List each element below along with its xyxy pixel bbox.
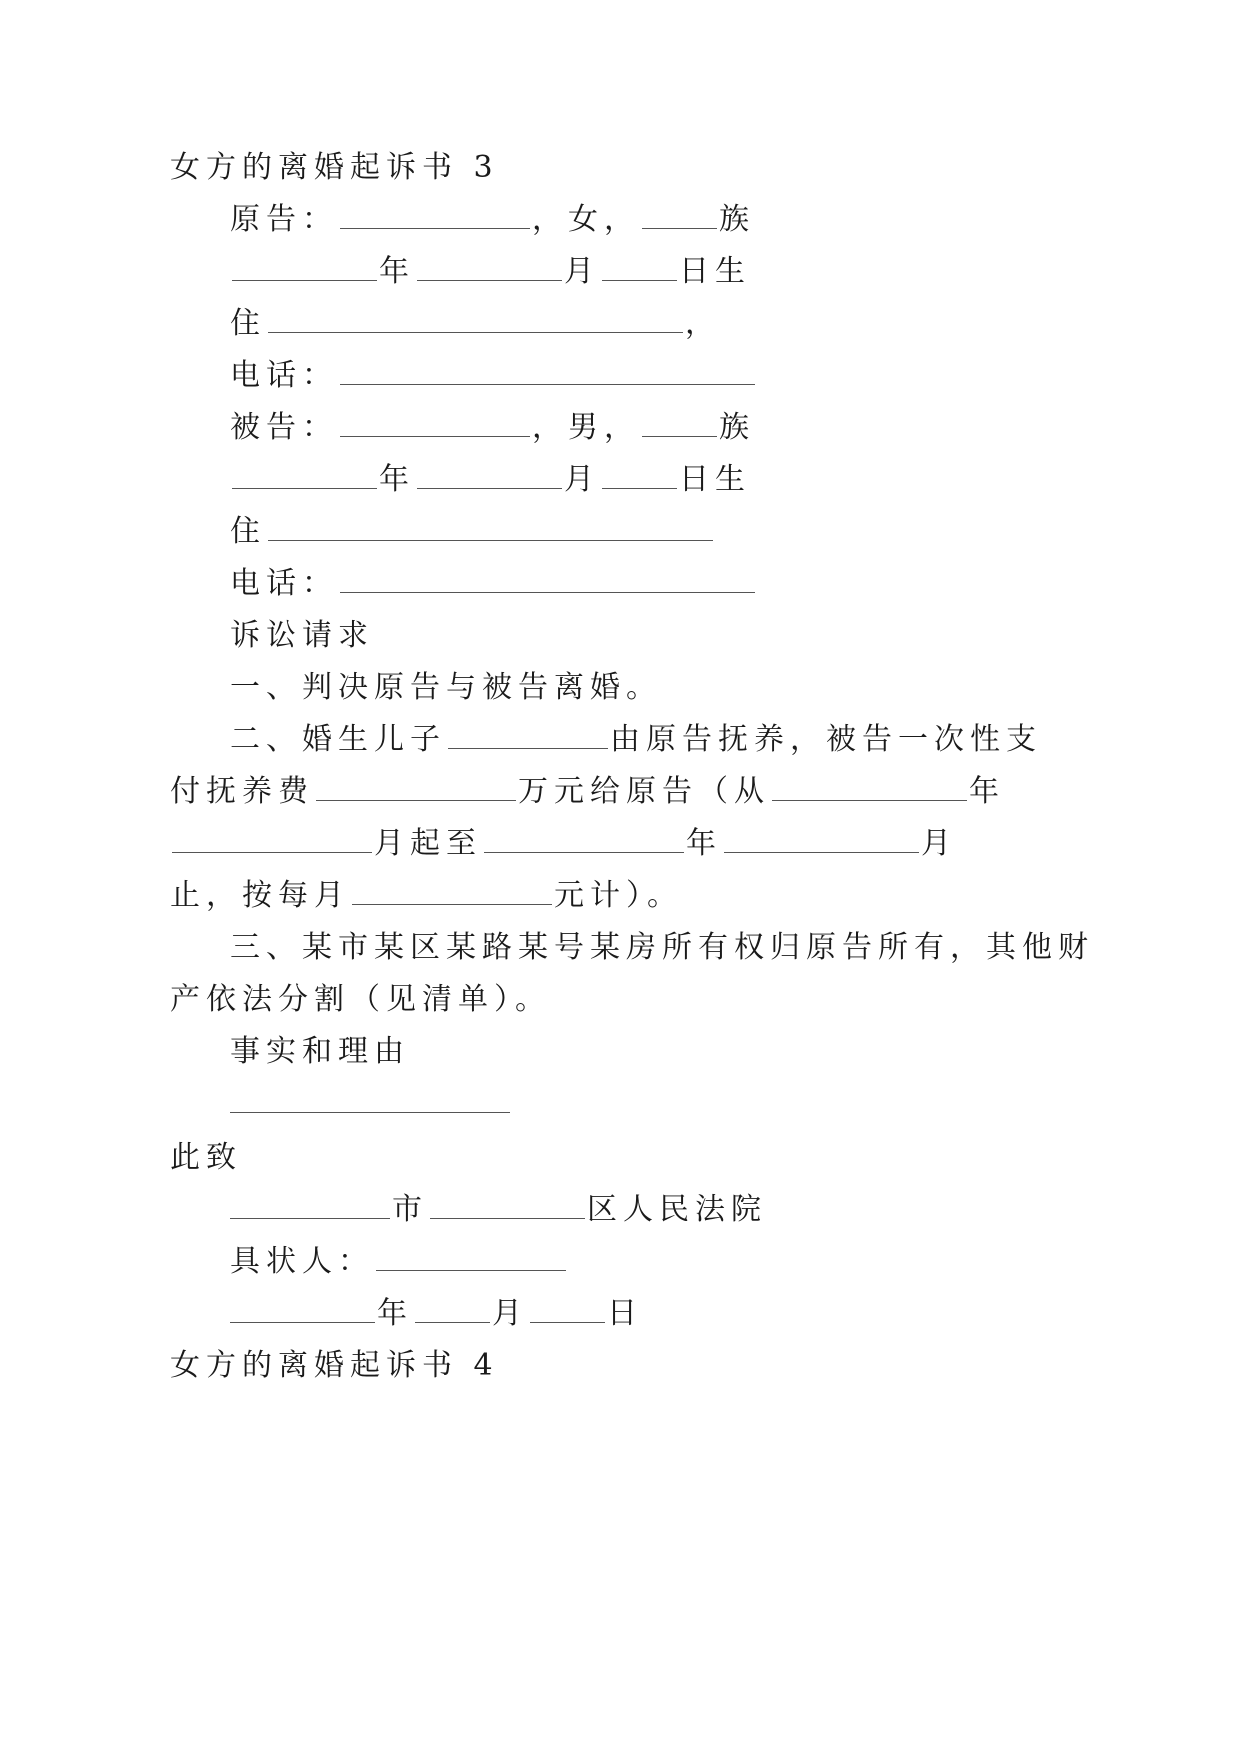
court-line: 市 区人民法院 xyxy=(230,1190,767,1230)
defendant-line: 被告： ，男， 族 xyxy=(230,410,755,445)
claims-heading: 诉讼请求 xyxy=(230,618,374,653)
claim-2-line-3: 月起至 年 月 xyxy=(170,824,957,864)
defendant-address-blank[interactable] xyxy=(268,514,713,541)
plaintiff-birth-year-blank[interactable] xyxy=(232,254,377,281)
defendant-phone-line: 电话： xyxy=(230,564,757,604)
plaintiff-address-line: 住 ， xyxy=(230,306,721,341)
signer-blank[interactable] xyxy=(376,1244,566,1271)
claim-2-line-4: 止，按每月 元计）。 xyxy=(170,878,683,913)
facts-blank[interactable] xyxy=(230,1086,510,1113)
plaintiff-ethnicity-blank[interactable] xyxy=(642,202,717,229)
defendant-birth-month-blank[interactable] xyxy=(417,462,562,489)
plaintiff-name-blank[interactable] xyxy=(340,202,530,229)
support-end-year-blank[interactable] xyxy=(484,826,684,853)
facts-line xyxy=(230,1084,512,1124)
claim-2-line-1: 二、婚生儿子 由原告抚养，被告一次性支 xyxy=(230,722,1042,757)
son-name-blank[interactable] xyxy=(448,722,608,749)
section-title-3: 女方的离婚起诉书 3 xyxy=(170,150,499,185)
plaintiff-birth-line: 年 月 日生 xyxy=(230,252,751,292)
defendant-ethnicity-blank[interactable] xyxy=(642,410,717,437)
court-district-blank[interactable] xyxy=(430,1192,585,1219)
claim-1: 一、判决原告与被告离婚。 xyxy=(230,670,662,705)
plaintiff-phone-line: 电话： xyxy=(230,356,757,396)
signer-line: 具状人： xyxy=(230,1242,568,1282)
defendant-phone-blank[interactable] xyxy=(340,566,755,593)
plaintiff-birth-month-blank[interactable] xyxy=(417,254,562,281)
plaintiff-address-blank[interactable] xyxy=(268,306,683,333)
sign-year-blank[interactable] xyxy=(230,1296,375,1323)
facts-heading: 事实和理由 xyxy=(230,1034,410,1069)
court-city-blank[interactable] xyxy=(230,1192,390,1219)
sign-month-blank[interactable] xyxy=(415,1296,490,1323)
section-title-4: 女方的离婚起诉书 4 xyxy=(170,1348,499,1383)
support-start-month-blank[interactable] xyxy=(172,826,372,853)
plaintiff-birth-day-blank[interactable] xyxy=(602,254,677,281)
date-line: 年 月 日 xyxy=(230,1294,643,1334)
support-start-year-blank[interactable] xyxy=(772,774,967,801)
support-amount-blank[interactable] xyxy=(316,774,516,801)
claim-3-line-1: 三、某市某区某路某号某房所有权归原告所有，其他财 xyxy=(230,930,1094,965)
defendant-birth-day-blank[interactable] xyxy=(602,462,677,489)
plaintiff-phone-blank[interactable] xyxy=(340,358,755,385)
monthly-amount-blank[interactable] xyxy=(352,878,552,905)
defendant-name-blank[interactable] xyxy=(340,410,530,437)
salutation: 此致 xyxy=(170,1140,242,1175)
defendant-birth-year-blank[interactable] xyxy=(232,462,377,489)
support-end-month-blank[interactable] xyxy=(724,826,919,853)
defendant-address-line: 住 xyxy=(230,512,715,552)
defendant-birth-line: 年 月 日生 xyxy=(230,460,751,500)
plaintiff-line: 原告： ，女， 族 xyxy=(230,202,755,237)
claim-2-line-2: 付抚养费 万元给原告（从 年 xyxy=(170,774,1005,809)
claim-3-line-2: 产依法分割（见清单）。 xyxy=(170,982,551,1017)
sign-day-blank[interactable] xyxy=(530,1296,605,1323)
